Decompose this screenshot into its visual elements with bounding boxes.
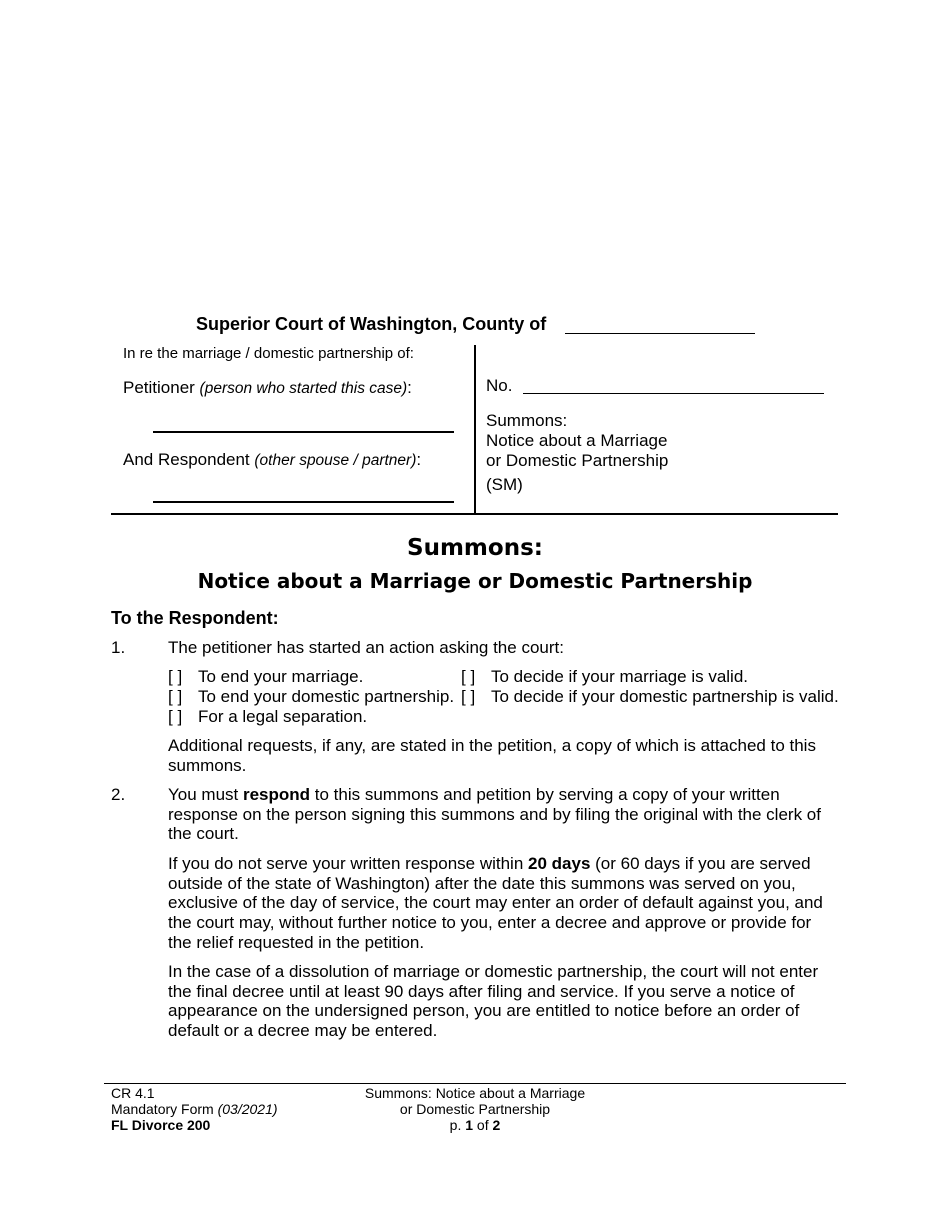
addressee-heading: To the Respondent:	[111, 608, 279, 628]
option-partnership-valid[interactable]: [ ] To decide if your domestic partnership is valid.	[461, 687, 839, 706]
court-title: Superior Court of Washington, County of	[196, 314, 547, 334]
page-title: Summons:	[407, 535, 543, 561]
petitioner-name-blank[interactable]	[153, 431, 454, 433]
option-marriage-valid[interactable]: [ ] To decide if your marriage is valid.	[461, 667, 749, 686]
caption-bottom-rule	[111, 513, 838, 515]
checkbox[interactable]: [ ]	[168, 667, 183, 686]
case-abbreviation: (SM)	[486, 475, 523, 494]
item-number-2: 2.	[111, 785, 126, 804]
respondent-label: And Respondent (other spouse / partner):	[123, 450, 422, 469]
item-2-paragraph-2: If you do not serve your written response within 20 days (or 60 days if you are served outside of the state of Washington) after the date this summons was served on you, exclusive of the day of service, the court may enter an order of default against you, and the court may, without further notice to you, enter a decree and approve or provide for the relief requested in the petition.	[168, 854, 823, 952]
page-number: p. 1 of 2	[449, 1117, 501, 1133]
page-subtitle: Notice about a Marriage or Domestic Partnership	[197, 569, 753, 593]
case-title: Summons: Notice about a Marriage or Domestic Partnership	[486, 411, 669, 470]
petitioner-note: (person who started this case)	[199, 380, 408, 397]
checkbox[interactable]: [ ]	[461, 667, 476, 686]
footer-rule	[104, 1083, 846, 1084]
checkbox[interactable]: [ ]	[168, 687, 183, 706]
item-1-intro: The petitioner has started an action asking the court:	[168, 638, 564, 657]
in-re-label: In re the marriage / domestic partnership of:	[123, 345, 414, 362]
item-2-paragraph-1: You must respond to this summons and petition by serving a copy of your written response on the person signing this summons and by filing the original with the clerk of the court.	[168, 785, 821, 844]
checkbox[interactable]: [ ]	[461, 687, 476, 706]
item-number-1: 1.	[111, 638, 126, 657]
option-end-marriage[interactable]: [ ] To end your marriage.	[168, 667, 364, 686]
county-blank[interactable]	[565, 333, 755, 334]
item-1-additional: Additional requests, if any, are stated in the petition, a copy of which is attached to this summons.	[168, 736, 816, 775]
item-2-paragraph-3: In the case of a dissolution of marriage or domestic partnership, the court will not enter the final decree until at least 90 days after filing and service. If you serve a notice of appearance on the undersigned person, you are entitled to notice before an order of default or a decree may be entered.	[168, 962, 819, 1041]
case-number-label: No.	[486, 376, 513, 395]
checkbox[interactable]: [ ]	[168, 707, 183, 726]
petitioner-label: Petitioner (person who started this case):	[123, 378, 412, 397]
case-number-blank[interactable]	[523, 393, 824, 394]
option-legal-separation[interactable]: [ ] For a legal separation.	[168, 707, 368, 726]
caption-divider	[474, 345, 476, 515]
footer-document-title: Summons: Notice about a Marriage or Domestic Partnership p. 1 of 2	[300, 1085, 650, 1133]
option-end-partnership[interactable]: [ ] To end your domestic partnership.	[168, 687, 455, 706]
footer-form-info: CR 4.1 Mandatory Form (03/2021) FL Divorce 200	[111, 1085, 278, 1133]
respondent-note: (other spouse / partner)	[254, 452, 417, 469]
respondent-name-blank[interactable]	[153, 501, 454, 503]
